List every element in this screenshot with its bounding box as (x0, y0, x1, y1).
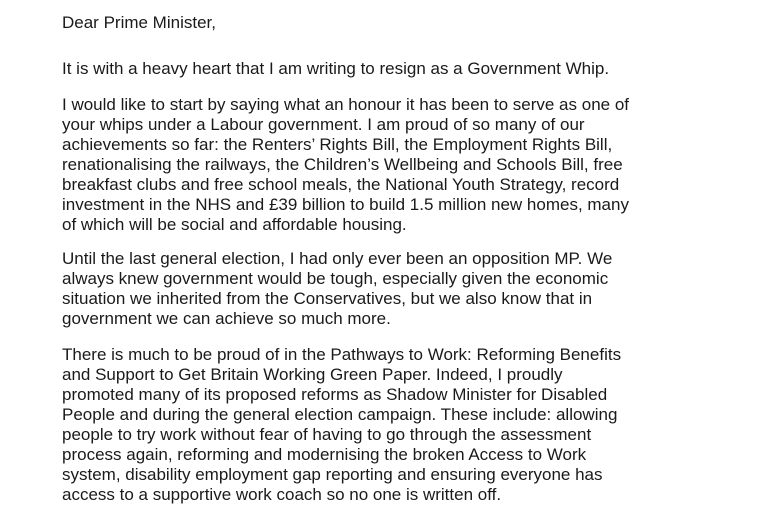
paragraph-4-line-8: access to a supportive work coach so no one is written off. (62, 485, 502, 504)
paragraph-2-line-6: investment in the NHS and £39 billion to build 1.5 million new homes, many (62, 195, 629, 214)
paragraph-2-line-3: achievements so far: the Renters’ Rights Bill, the Employment Rights Bill, (62, 135, 613, 154)
paragraph-3-line-1: Until the last general election, I had only ever been an opposition MP. We (62, 249, 613, 268)
paragraph-4-line-4: People and during the general election campaign. These include: allowing (62, 405, 618, 424)
paragraph-3-line-2: always knew government would be tough, especially given the economic (62, 269, 609, 288)
paragraph-1-line-1: It is with a heavy heart that I am writing to resign as a Government Whip. (62, 59, 610, 78)
paragraph-4-line-5: people to try work without fear of having to go through the assessment (62, 425, 592, 444)
paragraph-4-line-6: process again, reforming and modernising the broken Access to Work (62, 445, 587, 464)
paragraph-2-line-2: your whips under a Labour government. I am proud of so many of our (62, 115, 585, 134)
paragraph-4-line-3: promoted many of its proposed reforms as Shadow Minister for Disabled (62, 385, 608, 404)
paragraph-4-line-1: There is much to be proud of in the Pathways to Work: Reforming Benefits (62, 345, 622, 364)
salutation: Dear Prime Minister, (62, 13, 216, 32)
paragraph-3-line-4: government we can achieve so much more. (62, 309, 391, 328)
paragraph-2-line-5: breakfast clubs and free school meals, the National Youth Strategy, record (62, 175, 620, 194)
paragraph-4-line-2: and Support to Get Britain Working Green Paper. Indeed, I proudly (62, 365, 563, 384)
paragraph-2-line-7: of which will be social and affordable housing. (62, 215, 407, 234)
paragraph-2-line-4: renationalising the railways, the Children’s Wellbeing and Schools Bill, free (62, 155, 623, 174)
paragraph-2-line-1: I would like to start by saying what an honour it has been to serve as one of (62, 95, 630, 114)
paragraph-4-line-7: system, disability employment gap reporting and ensuring everyone has (62, 465, 603, 484)
paragraph-3-line-3: situation we inherited from the Conservatives, but we also know that in (62, 289, 593, 308)
